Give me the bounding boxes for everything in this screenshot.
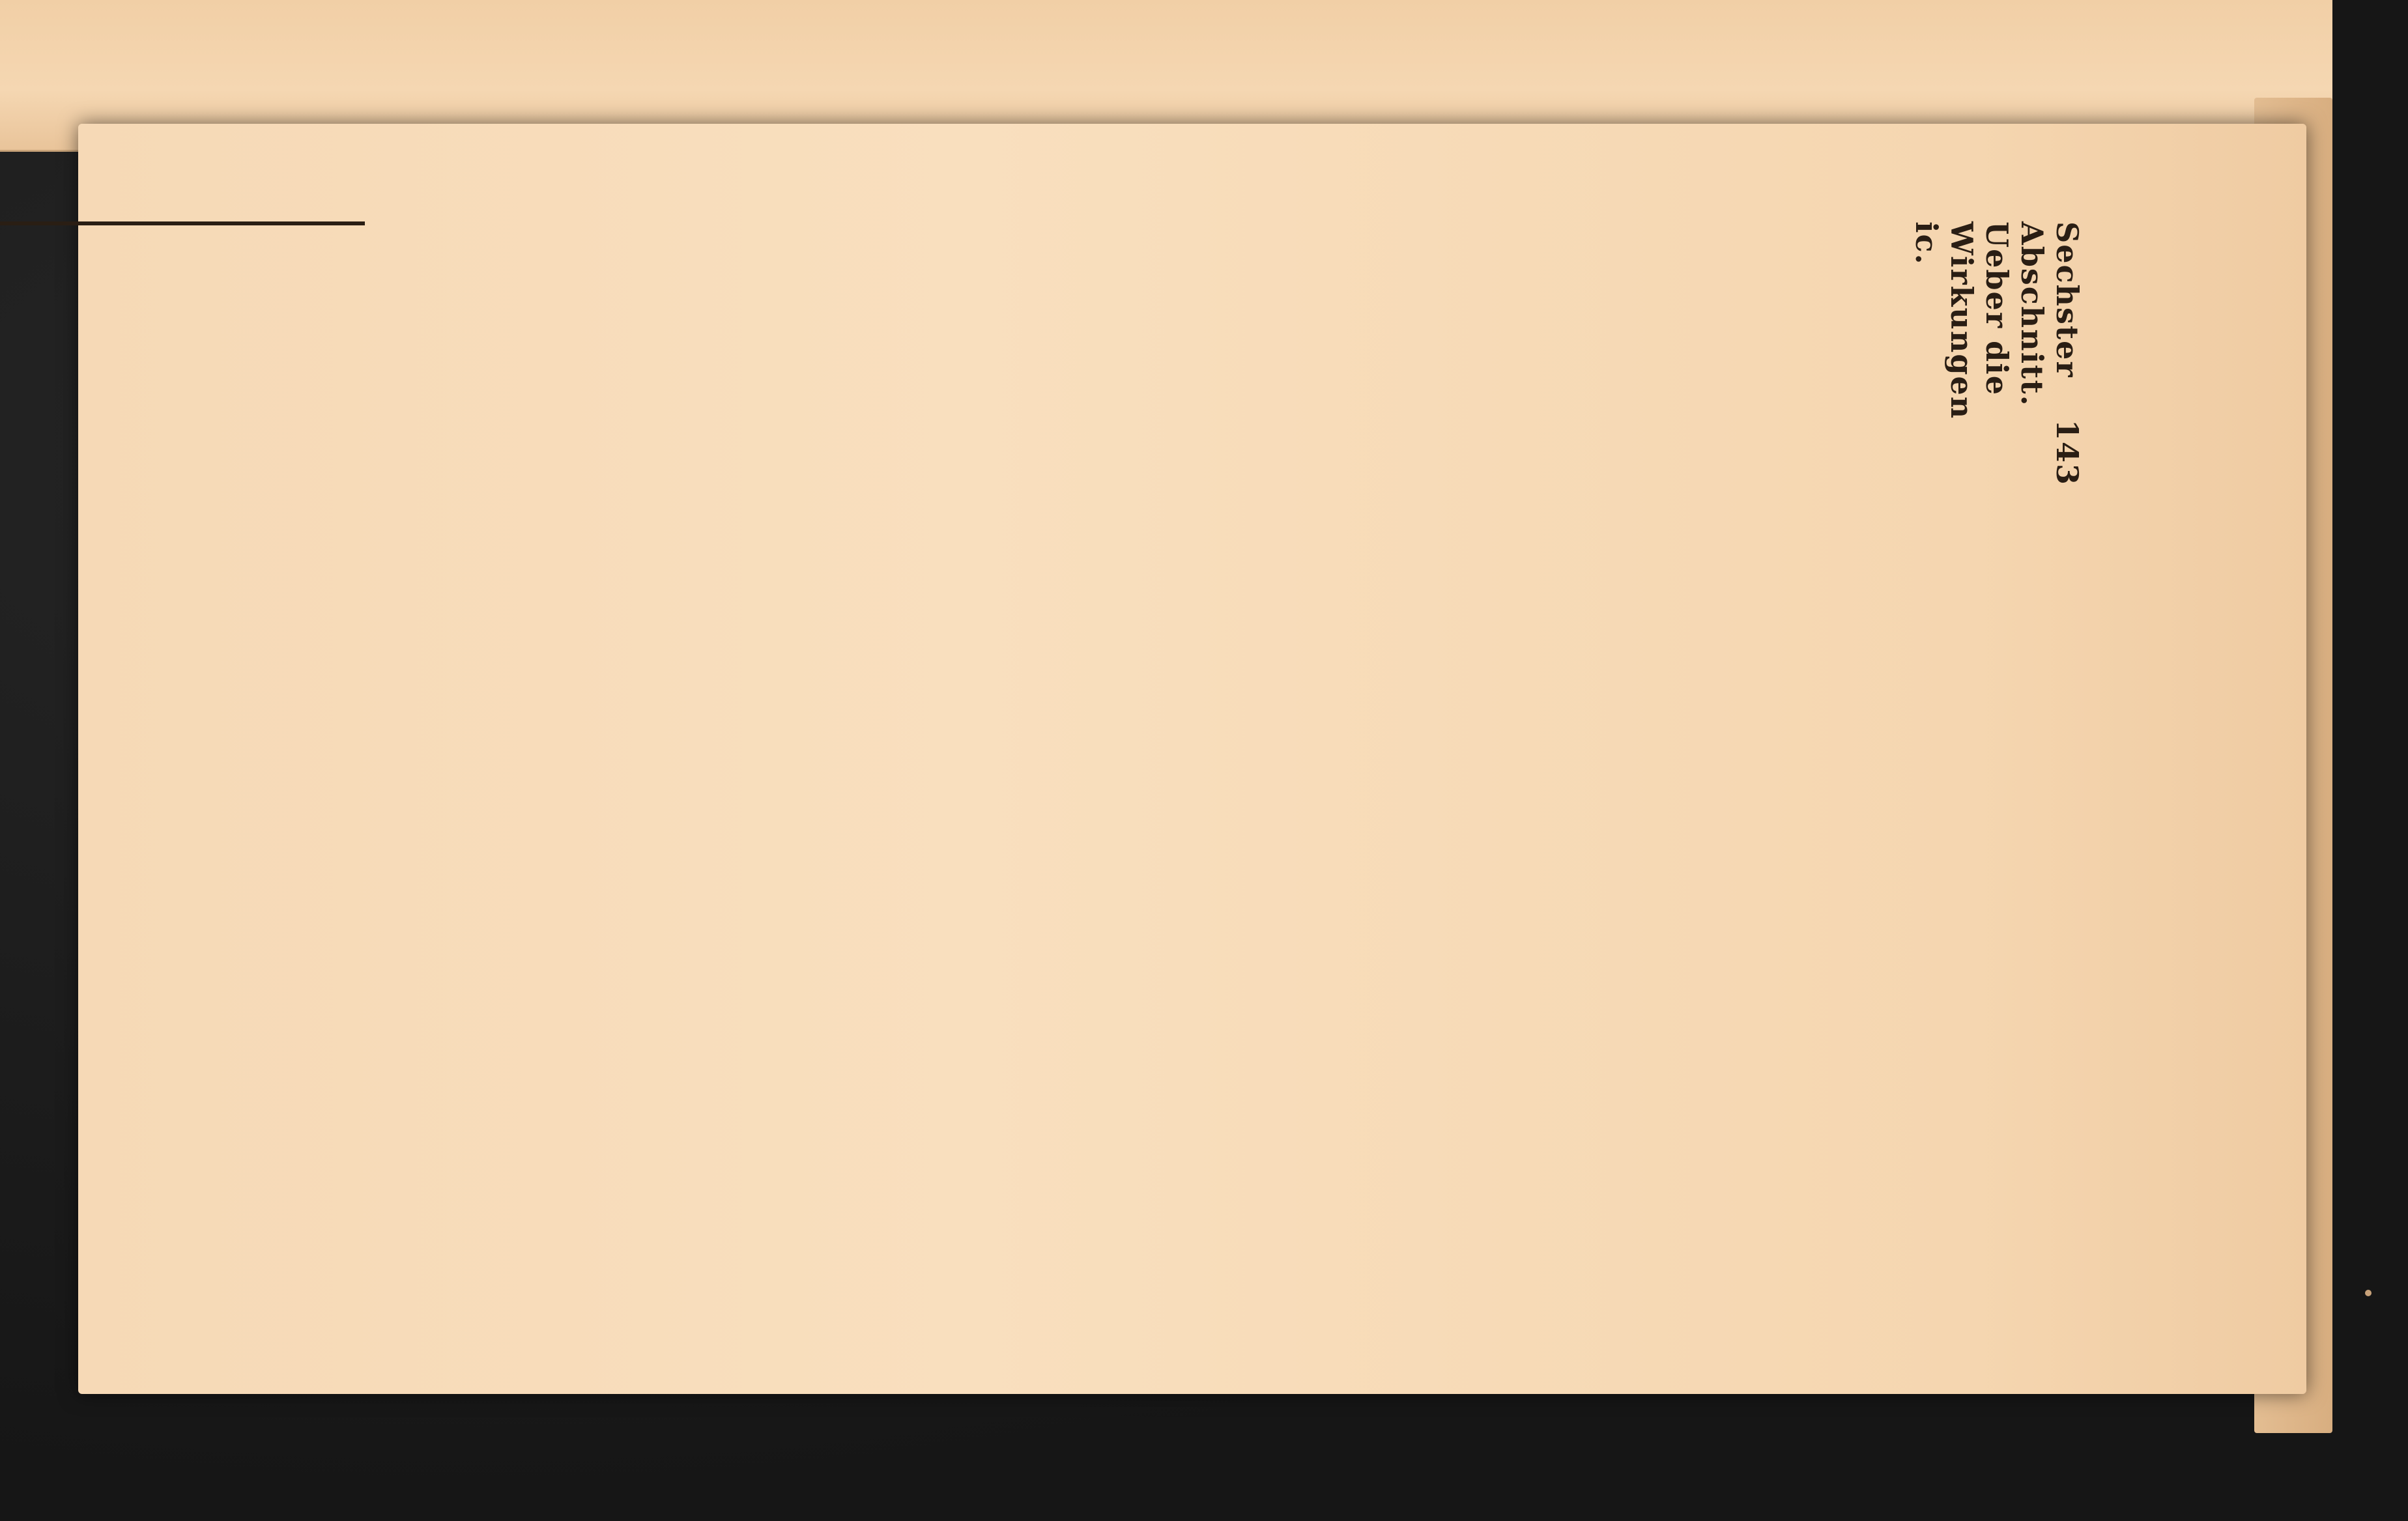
page-text — [391, 221, 2085, 1296]
page-number: 143 — [2050, 419, 2085, 487]
header-rule — [0, 221, 365, 225]
running-head: Sechster Abschnitt. Ueber die Wirkungen ic. — [1909, 221, 2085, 420]
page-header — [391, 221, 2085, 487]
scan-mark — [2365, 1290, 2372, 1296]
